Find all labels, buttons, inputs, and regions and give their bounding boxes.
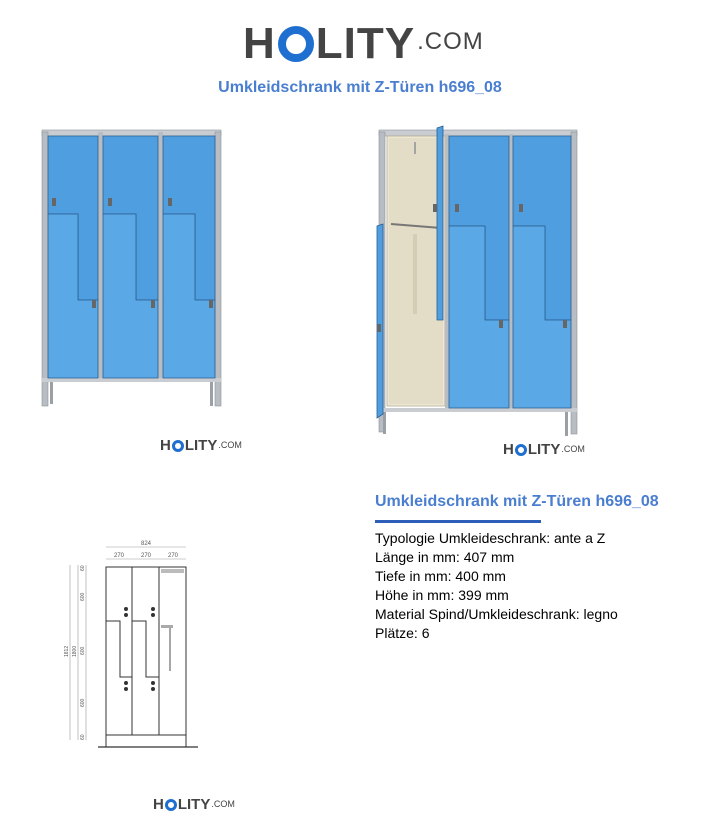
logo-text-right: LITY bbox=[315, 19, 416, 68]
dim-col-width-1: 270 bbox=[113, 553, 125, 559]
dim-total-width: 824 bbox=[140, 541, 152, 547]
spec-typologie: Typologie Umkleideschrank: ante a Z bbox=[375, 530, 606, 546]
photo-closed-logo bbox=[160, 438, 242, 453]
holity-logo[interactable] bbox=[243, 20, 484, 66]
logo-ring-icon bbox=[165, 799, 177, 811]
logo-text-right: LITY bbox=[527, 441, 561, 458]
page-title: Umkleidschrank mit Z-Türen h696_08 bbox=[218, 79, 502, 96]
logo-text-left: H bbox=[503, 441, 514, 458]
dim-height-lower: 600 bbox=[80, 698, 86, 707]
logo-ring-icon bbox=[515, 444, 527, 456]
technical-drawing[interactable] bbox=[60, 535, 210, 755]
logo-text-left: H bbox=[243, 19, 276, 68]
product-photo-open[interactable] bbox=[375, 124, 580, 440]
dim-height-total: 1812 bbox=[64, 645, 70, 657]
dim-height-inner: 1800 bbox=[72, 645, 78, 657]
title-underline bbox=[375, 520, 541, 523]
product-info bbox=[375, 492, 705, 643]
dim-col-width-3: 270 bbox=[167, 553, 179, 559]
dim-col-width-2: 270 bbox=[140, 553, 152, 559]
drawing-logo bbox=[153, 797, 235, 812]
logo-ring-icon bbox=[172, 440, 184, 452]
photo-open-logo bbox=[503, 442, 585, 457]
logo-suffix: .COM bbox=[211, 799, 235, 809]
logo-text-right: LITY bbox=[184, 437, 218, 454]
logo-text-left: H bbox=[153, 796, 164, 813]
spec-tiefe: Tiefe in mm: 400 mm bbox=[375, 568, 506, 584]
product-title: Umkleidschrank mit Z-Türen h696_08 bbox=[375, 493, 659, 510]
dim-height-mid: 600 bbox=[80, 646, 86, 655]
dim-height-bottom: 60 bbox=[80, 734, 86, 740]
product-photo-closed[interactable] bbox=[40, 128, 225, 410]
logo-suffix: .COM bbox=[417, 28, 484, 55]
dim-height-top: 60 bbox=[80, 565, 86, 571]
logo-suffix: .COM bbox=[218, 440, 242, 450]
spec-laenge: Länge in mm: 407 mm bbox=[375, 549, 515, 565]
logo-text-left: H bbox=[160, 437, 171, 454]
spec-plaetze: Plätze: 6 bbox=[375, 625, 430, 641]
logo-suffix: .COM bbox=[561, 444, 585, 454]
dim-height-upper: 600 bbox=[80, 592, 86, 601]
logo-text-right: LITY bbox=[177, 796, 211, 813]
spec-material: Material Spind/Umkleideschrank: legno bbox=[375, 606, 618, 622]
spec-hoehe: Höhe in mm: 399 mm bbox=[375, 587, 509, 603]
logo-ring-icon bbox=[278, 26, 314, 62]
